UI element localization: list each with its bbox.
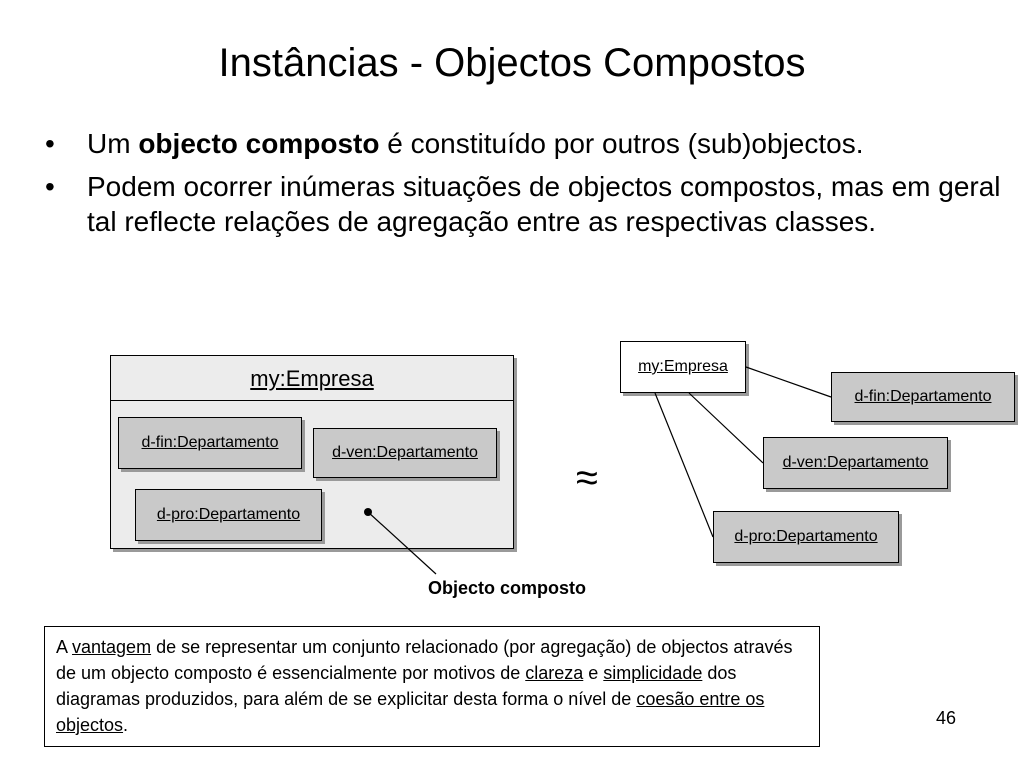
right-d-ven-object: d-ven:Departamento [763, 437, 948, 489]
callout-label: Objecto composto [428, 578, 587, 598]
bullet-marker: • [45, 128, 55, 159]
note-term-coesao: coesão entre os objectos [56, 689, 765, 735]
callout-line [368, 512, 436, 574]
bullet-marker: • [45, 171, 55, 202]
right-d-pro-object: d-pro:Departamento [713, 511, 899, 563]
right-d-fin-object: d-fin:Departamento [831, 372, 1015, 422]
note-term-simplicidade: simplicidade [603, 663, 703, 683]
note-text-2: de se representar um conjunto relacionado (por agregação) de objectos através de um objecto composto é essencialmente por motivos de [56, 637, 793, 683]
note-term-vantagem: vantagem [72, 637, 152, 657]
bullet-2-text: Podem ocorrer inúmeras situações de objectos compostos, mas em geral tal reflecte relações de agregação entre as respectivas classes. [87, 171, 1001, 237]
link-empresa-d-pro [655, 393, 713, 537]
page-number: 46 [936, 708, 957, 728]
link-empresa-d-fin [746, 367, 831, 397]
bullet-1-prefix: Um [87, 128, 139, 159]
note-text-1: A [56, 637, 73, 657]
composite-object-title: my:Empresa [111, 356, 513, 401]
bullet-1-bold-term: objecto composto [138, 128, 380, 159]
note-text-5: . [123, 715, 129, 735]
approx-equal-symbol: ≈ [576, 456, 598, 500]
note-box [44, 626, 820, 747]
bullet-1-suffix: é constituído por outros (sub)objectos. [379, 128, 864, 159]
left-d-fin-object: d-fin:Departamento [118, 417, 302, 469]
right-my-empresa-object: my:Empresa [620, 341, 746, 393]
note-text-4: dos diagramas produzidos, para além de se explicitar desta forma o nível de [56, 663, 737, 709]
left-d-pro-object: d-pro:Departamento [135, 489, 322, 541]
link-empresa-d-ven [689, 393, 763, 463]
slide-title: Instâncias - Objectos Compostos [218, 41, 806, 85]
note-text-3: e [583, 663, 604, 683]
left-d-ven-object: d-ven:Departamento [313, 428, 497, 478]
note-term-clareza: clareza [525, 663, 584, 683]
